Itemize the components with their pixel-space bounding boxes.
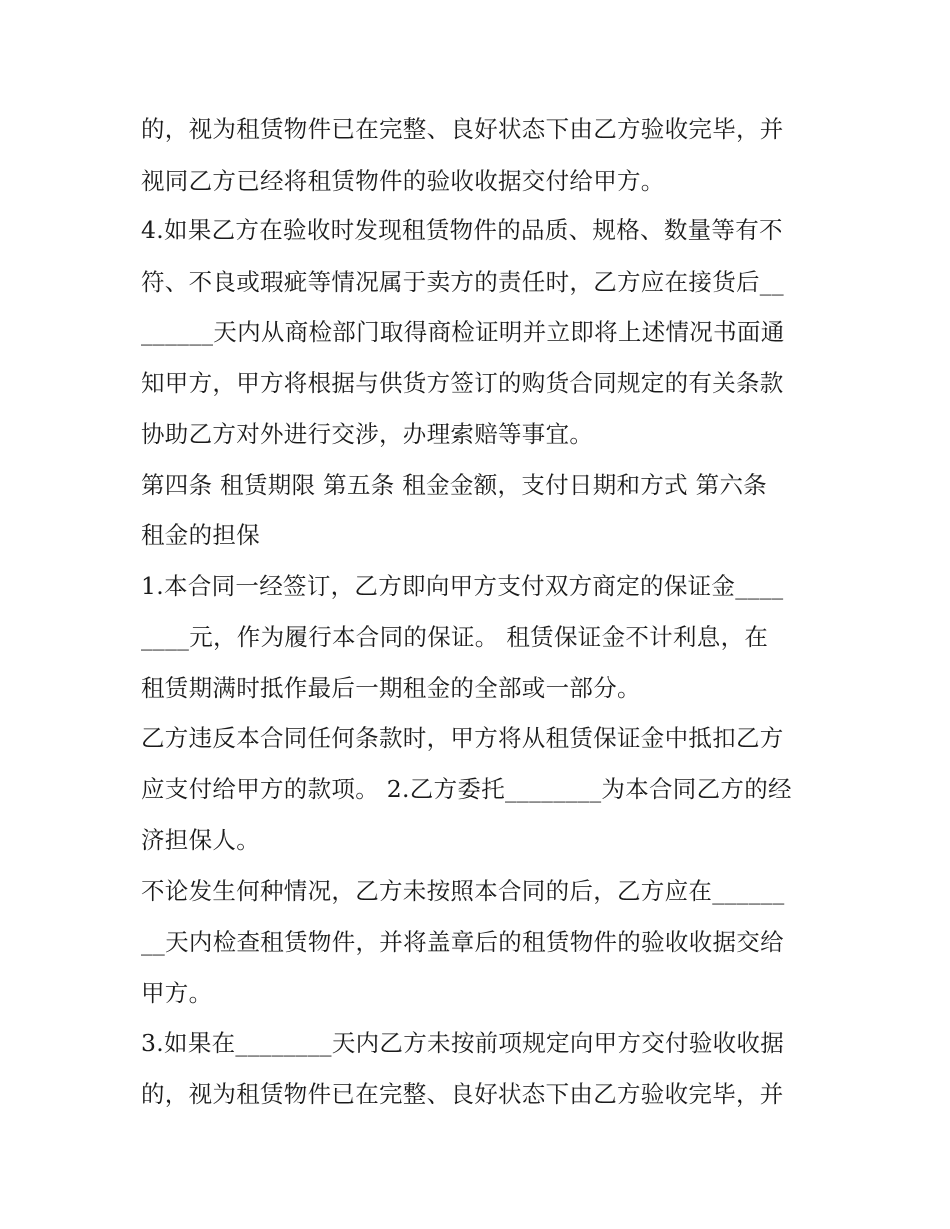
text-line: ____元，作为履行本合同的保证。 租赁保证金不计利息，在 [141, 623, 769, 651]
text-line: ______天内从商检部门取得商检证明并立即将上述情况书面通 [141, 318, 785, 346]
text-line: 第四条 租赁期限 第五条 租金金额，支付日期和方式 第六条 [141, 471, 768, 499]
text-line: __天内检查租赁物件，并将盖章后的租赁物件的验收收据交给 [141, 928, 784, 956]
text-line: 乙方违反本合同任何条款时，甲方将从租赁保证金中抵扣乙方 [141, 724, 784, 752]
text-line: 租赁期满时抵作最后一期租金的全部或一部分。 [141, 674, 641, 702]
text-line: 的，视为租赁物件已在完整、良好状态下由乙方验收完毕，并 [141, 115, 784, 143]
text-line: 的，视为租赁物件已在完整、良好状态下由乙方验收完毕，并 [141, 1080, 784, 1108]
text-line: 甲方。 [141, 979, 213, 1007]
text-line: 济担保人。 [141, 826, 260, 854]
text-line: 租金的担保 [141, 521, 260, 549]
text-line: 视同乙方已经将租赁物件的验收收据交付给甲方。 [141, 167, 665, 195]
text-line: 符、不良或瑕疵等情况属于卖方的责任时，乙方应在接货后__ [141, 268, 784, 296]
text-line: 知甲方，甲方将根据与供货方签订的购货合同规定的有关条款 [141, 369, 784, 397]
text-line: 1.本合同一经签订，乙方即向甲方支付双方商定的保证金____ [141, 572, 784, 600]
text-line: 不论发生何种情况，乙方未按照本合同的后，乙方应在______ [141, 877, 785, 905]
text-line: 3.如果在________天内乙方未按前项规定向甲方交付验收收据 [141, 1029, 785, 1057]
text-line: 应支付给甲方的款项。 2.乙方委托________为本合同乙方的经 [141, 775, 792, 803]
text-line: 4.如果乙方在验收时发现租赁物件的品质、规格、数量等有不 [141, 216, 783, 244]
text-line: 协助乙方对外进行交涉，办理索赔等事宜。 [141, 420, 594, 448]
